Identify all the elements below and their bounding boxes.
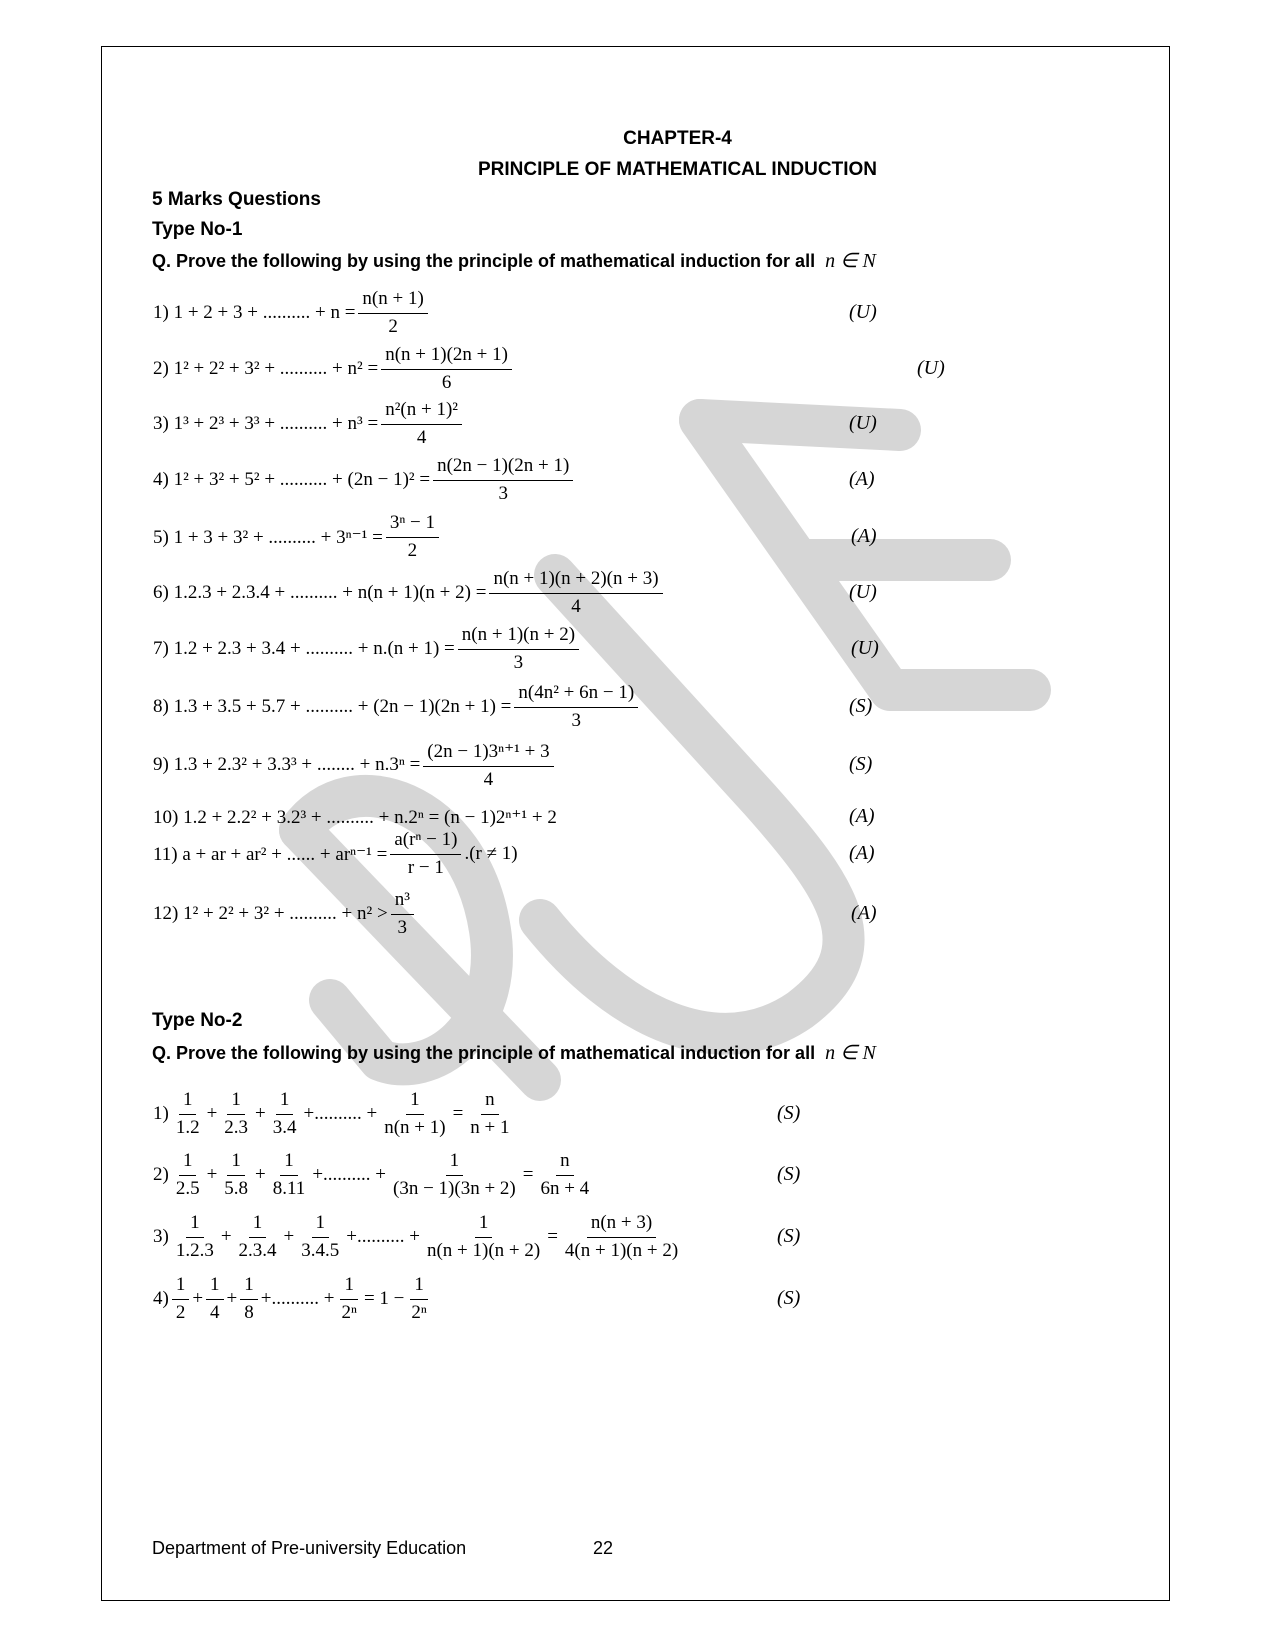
denominator: 2.3.4 (238, 1240, 277, 1261)
item-lhs: 5) 1 + 3 + 3² + .......... + 3ⁿ⁻¹ = (153, 526, 383, 548)
equals-sign: = 1 − (363, 1288, 405, 1309)
difficulty-level: (A) (849, 468, 875, 490)
type1-question-math: n ∈ N (825, 250, 876, 272)
numerator: 1 (172, 1274, 190, 1300)
rhs-fraction (407, 1274, 430, 1324)
type1-question-text: Q. Prove the following by using the principle of mathematical induction for all (152, 251, 816, 271)
term-fraction (235, 1212, 281, 1262)
plus-sign: + (192, 1288, 204, 1309)
denominator: 2.5 (175, 1178, 200, 1199)
difficulty-level: (S) (777, 1163, 801, 1185)
denominator: 1.2 (175, 1117, 200, 1138)
last-term-fraction (380, 1089, 449, 1139)
chapter-title: PRINCIPLE OF MATHEMATICAL INDUCTION (478, 159, 877, 180)
item-fraction (381, 399, 462, 449)
numerator: 1 (340, 1274, 358, 1300)
item-lhs: 9) 1.3 + 2.3² + 3.3³ + ........ + n.3ⁿ = (153, 754, 421, 775)
section-heading: 5 Marks Questions (152, 189, 321, 210)
item-fraction (514, 682, 638, 732)
numerator: a(rⁿ − 1) (390, 829, 461, 855)
numerator: 1 (179, 1089, 197, 1115)
numerator: n²(n + 1)² (381, 399, 462, 425)
item-lhs: 4) 1² + 3² + 5² + .......... + (2n − 1)² = (153, 469, 431, 490)
last-term-fraction (423, 1212, 544, 1262)
rhs-fraction (561, 1212, 682, 1262)
difficulty-level: (U) (851, 637, 879, 659)
item-condition: .(r ≠ 1) (464, 843, 518, 864)
item-label: 1) (153, 1103, 169, 1124)
numerator: 1 (179, 1150, 197, 1176)
difficulty-level: (U) (917, 357, 945, 379)
denominator: r − 1 (407, 857, 444, 878)
plus-sign: + (283, 1226, 295, 1247)
numerator: 1 (475, 1212, 493, 1238)
last-term-fraction (337, 1274, 360, 1324)
term-fraction (220, 1150, 252, 1200)
equals-sign: = (547, 1226, 558, 1247)
item-lhs: 7) 1.2 + 2.3 + 3.4 + .......... + n.(n + 1) = (153, 638, 455, 659)
plus-sign: + (312, 1164, 324, 1185)
difficulty-level: (U) (849, 581, 877, 603)
plus-sign: + (226, 1288, 238, 1309)
denominator: 2ⁿ (411, 1302, 427, 1323)
numerator: n(n + 1) (358, 288, 427, 314)
item-fraction (390, 829, 461, 879)
numerator: 1 (276, 1089, 294, 1115)
term-fraction (206, 1274, 224, 1324)
numerator: (2n − 1)3ⁿ⁺¹ + 3 (423, 740, 553, 767)
numerator: 1 (406, 1089, 424, 1115)
item-fraction (358, 288, 427, 338)
denominator: 6 (441, 372, 452, 393)
difficulty-level: (A) (849, 805, 875, 827)
denominator: 3 (397, 917, 408, 938)
numerator: 3ⁿ − 1 (386, 512, 439, 538)
denominator: 2 (175, 1302, 186, 1323)
numerator: n(4n² + 6n − 1) (514, 682, 638, 708)
numerator: 1 (249, 1212, 267, 1238)
type2-item (153, 1207, 685, 1267)
numerator: 1 (280, 1150, 298, 1176)
item-lhs: 1) 1 + 2 + 3 + .......... + n = (153, 302, 356, 323)
denominator: 3.4.5 (301, 1240, 340, 1261)
term-fraction (220, 1089, 252, 1139)
numerator: n (556, 1150, 574, 1176)
denominator: 2ⁿ (341, 1302, 357, 1323)
denominator: 3 (513, 652, 524, 673)
type1-item (153, 394, 465, 454)
denominator: 2 (388, 316, 398, 337)
denominator: 5.8 (224, 1178, 249, 1199)
item-fraction (458, 624, 579, 674)
numerator: 1 (227, 1150, 245, 1176)
numerator: n (481, 1089, 499, 1115)
denominator: 8 (244, 1302, 254, 1323)
denominator: (3n − 1)(3n + 2) (393, 1178, 516, 1199)
denominator: 3 (498, 483, 508, 504)
footer-page-number: 22 (593, 1538, 614, 1558)
item-lhs: 3) 1³ + 2³ + 3³ + .......... + n³ = (153, 413, 379, 434)
numerator: 1 (206, 1274, 224, 1300)
plus-sign: + (206, 1103, 218, 1124)
difficulty-level: (U) (849, 412, 877, 434)
type1-heading: Type No-1 (152, 219, 243, 240)
denominator: 4(n + 1)(n + 2) (564, 1240, 679, 1261)
denominator: 2 (407, 540, 418, 561)
type1-item (153, 450, 576, 510)
type2-question-math: n ∈ N (825, 1042, 876, 1064)
denominator: 6n + 4 (540, 1178, 590, 1199)
term-fraction (172, 1150, 204, 1200)
term-fraction (172, 1089, 204, 1139)
difficulty-level: (A) (851, 902, 877, 924)
denominator: 4 (483, 768, 494, 790)
plus-sign: + (260, 1288, 272, 1309)
type1-item (153, 677, 641, 737)
type1-item (153, 884, 417, 944)
numerator: n³ (391, 889, 414, 915)
denominator: 1.2.3 (175, 1240, 214, 1261)
item-lhs: 8) 1.3 + 3.5 + 5.7 + .......... + (2n − 1)(2n + 1) = (153, 696, 512, 717)
ellipsis: .......... + (356, 1226, 420, 1247)
item-lhs: 2) 1² + 2² + 3² + .......... + n² = (153, 358, 379, 379)
item-fraction (381, 344, 512, 394)
plus-sign: + (346, 1226, 357, 1247)
denominator: n(n + 1) (384, 1117, 446, 1138)
item-lhs: 11) a + ar + ar² + ...... + arⁿ⁻¹ = (153, 843, 388, 865)
denominator: n(n + 1)(n + 2) (426, 1240, 541, 1261)
type1-item (153, 619, 582, 679)
numerator: n(n + 1)(n + 2) (458, 624, 579, 650)
denominator: 2.3 (224, 1117, 249, 1138)
term-fraction (269, 1089, 301, 1139)
numerator: 1 (312, 1212, 330, 1238)
rhs-fraction (466, 1089, 513, 1139)
denominator: 4 (571, 596, 581, 617)
denominator: 3 (571, 710, 582, 731)
numerator: 1 (240, 1274, 258, 1300)
term-fraction (240, 1274, 258, 1324)
plus-sign: + (255, 1103, 266, 1124)
numerator: n(n + 3) (587, 1212, 656, 1238)
type2-item (153, 1145, 596, 1205)
type1-item (153, 824, 518, 884)
footer-department: Department of Pre-university Education (152, 1538, 467, 1558)
item-lhs: 12) 1² + 2² + 3² + .......... + n² > (153, 903, 388, 924)
item-fraction (386, 512, 439, 562)
ellipsis: .......... + (271, 1288, 335, 1309)
numerator: 1 (446, 1150, 464, 1176)
term-fraction (297, 1212, 343, 1262)
type1-question (152, 248, 876, 273)
item-lhs: 10) 1.2 + 2.2² + 3.2³ + .......... + n.2ⁿ = (n − 1)2ⁿ⁺¹ + 2 (153, 806, 557, 828)
numerator: 1 (186, 1212, 204, 1238)
type1-item (153, 283, 431, 343)
type1-item (153, 563, 666, 623)
plus-sign: + (255, 1164, 266, 1185)
term-fraction (172, 1212, 218, 1262)
numerator: n(2n − 1)(2n + 1) (433, 455, 573, 481)
ellipsis: .......... + (323, 1164, 386, 1185)
type1-item (153, 339, 515, 399)
item-label: 2) (153, 1164, 169, 1185)
denominator: n + 1 (470, 1117, 510, 1138)
item-fraction (433, 455, 573, 505)
type1-item (153, 507, 442, 567)
denominator: 3.4 (272, 1117, 297, 1138)
difficulty-level: (S) (777, 1225, 801, 1247)
difficulty-level: (S) (777, 1287, 801, 1309)
last-term-fraction (389, 1150, 520, 1200)
numerator: 1 (227, 1089, 245, 1115)
item-label: 3) (153, 1226, 169, 1247)
item-fraction (391, 889, 414, 939)
type2-item (153, 1269, 434, 1329)
denominator: 8.11 (272, 1178, 306, 1199)
numerator: n(n + 1)(2n + 1) (381, 344, 512, 370)
chapter-heading: CHAPTER-4 (623, 128, 732, 149)
rhs-fraction (536, 1150, 593, 1200)
type2-heading: Type No-2 (152, 1010, 243, 1031)
item-label: 4) (153, 1288, 169, 1309)
difficulty-level: (S) (849, 695, 873, 717)
type2-item (153, 1084, 517, 1144)
type2-question (152, 1040, 876, 1065)
type2-question-text: Q. Prove the following by using the principle of mathematical induction for all (152, 1043, 816, 1063)
item-fraction (489, 568, 662, 618)
plus-sign: + (303, 1103, 315, 1124)
denominator: 4 (416, 427, 427, 448)
item-fraction (423, 740, 553, 791)
item-lhs: 6) 1.2.3 + 2.3.4 + .......... + n(n + 1)(n + 2) = (153, 582, 487, 603)
ellipsis: .......... + (314, 1103, 378, 1124)
difficulty-level: (S) (777, 1102, 801, 1124)
equals-sign: = (522, 1164, 534, 1185)
numerator: 1 (410, 1274, 428, 1300)
numerator: n(n + 1)(n + 2)(n + 3) (489, 568, 662, 594)
plus-sign: + (206, 1164, 218, 1185)
term-fraction (172, 1274, 190, 1324)
difficulty-level: (A) (849, 842, 875, 864)
difficulty-level: (A) (851, 525, 877, 547)
plus-sign: + (220, 1226, 232, 1247)
term-fraction (269, 1150, 310, 1200)
difficulty-level: (S) (849, 753, 873, 775)
equals-sign: = (452, 1103, 464, 1124)
denominator: 4 (210, 1302, 220, 1323)
difficulty-level: (U) (849, 301, 877, 323)
type1-item (153, 735, 557, 795)
